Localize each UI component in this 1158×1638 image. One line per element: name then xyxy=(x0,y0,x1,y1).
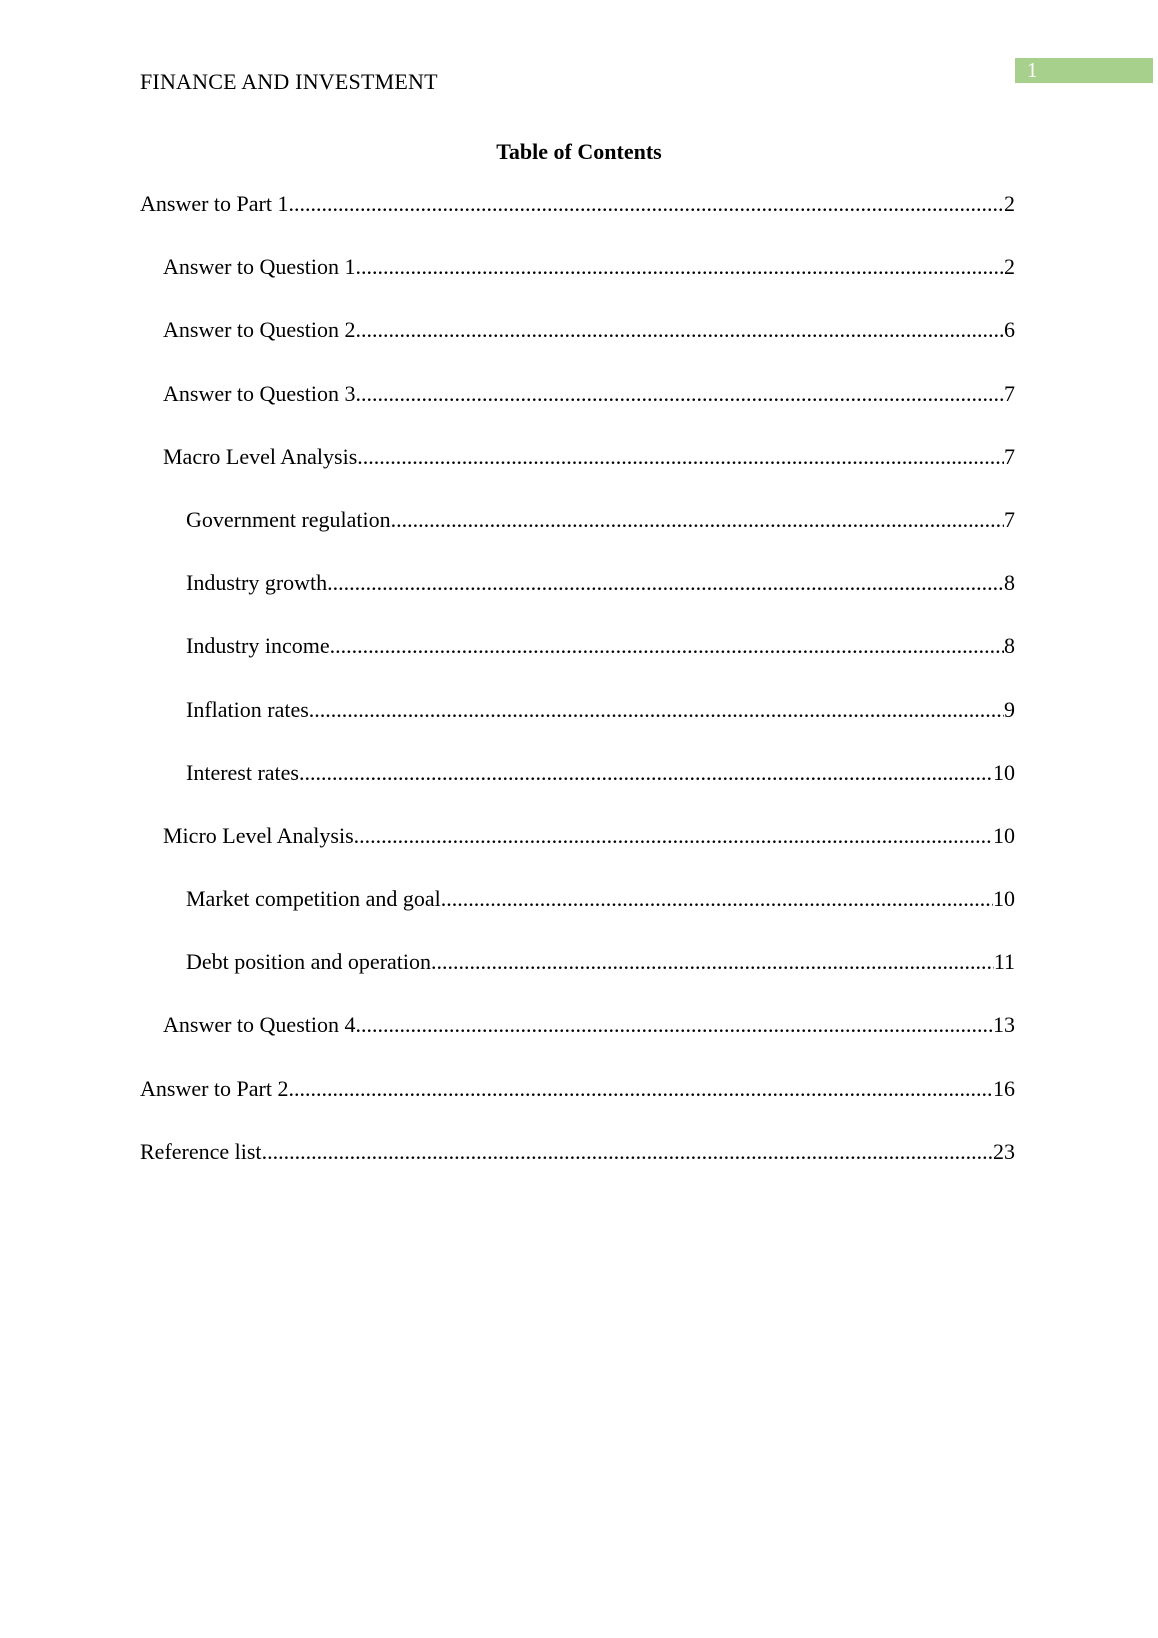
toc-entry-page: 9 xyxy=(1004,696,1015,722)
toc-entry-answer-part-1[interactable] xyxy=(140,190,1015,253)
toc-dot-leader xyxy=(327,569,1004,597)
toc-entry-page: 7 xyxy=(1004,443,1015,469)
toc-entry-page: 2 xyxy=(1004,254,1015,280)
toc-dot-leader xyxy=(355,253,1004,281)
toc-entry-page: 2 xyxy=(1004,191,1015,216)
toc-dot-leader xyxy=(357,443,1004,471)
toc-entry-page: 6 xyxy=(1004,317,1015,343)
toc-dot-leader xyxy=(288,190,1004,218)
toc-entry-label: Answer to Question 1 xyxy=(163,254,356,280)
toc-entry-government-regulation[interactable] xyxy=(140,506,1015,569)
toc-entry-label: Interest rates xyxy=(186,759,299,785)
toc-dot-leader xyxy=(354,822,993,850)
toc-entry-answer-question-2[interactable] xyxy=(140,316,1015,379)
toc-entry-label: Answer to Question 2 xyxy=(163,317,356,343)
toc-dot-leader xyxy=(355,1011,993,1039)
toc-entry-label: Government regulation xyxy=(186,506,391,532)
toc-dot-leader xyxy=(330,632,1004,660)
toc-entry-micro-level-analysis[interactable] xyxy=(140,822,1015,885)
toc-entry-label: Answer to Part 2 xyxy=(140,1075,289,1101)
toc-dot-leader xyxy=(355,380,1004,408)
toc-entry-industry-growth[interactable] xyxy=(140,569,1015,632)
toc-entry-page: 7 xyxy=(1004,380,1015,406)
toc-entry-industry-income[interactable] xyxy=(140,632,1015,695)
toc-entry-label: Macro Level Analysis xyxy=(163,443,358,469)
toc-dot-leader xyxy=(391,506,1004,534)
toc-entry-label: Market competition and goal xyxy=(186,886,441,912)
toc-title: Table of Contents xyxy=(496,139,662,164)
table-of-contents xyxy=(140,190,1015,1201)
toc-entry-answer-part-2[interactable] xyxy=(140,1075,1015,1138)
toc-dot-leader xyxy=(288,1075,993,1103)
toc-entry-reference-list[interactable] xyxy=(140,1138,1015,1201)
page-number: 1 xyxy=(1027,58,1038,82)
toc-entry-page: 8 xyxy=(1004,570,1015,596)
toc-entry-label: Industry income xyxy=(186,633,330,659)
toc-entry-page: 10 xyxy=(993,759,1015,785)
toc-entry-label: Industry growth xyxy=(186,570,328,596)
toc-entry-macro-level-analysis[interactable] xyxy=(140,443,1015,506)
toc-dot-leader xyxy=(299,759,993,787)
toc-entry-label: Reference list xyxy=(140,1138,262,1164)
toc-dot-leader xyxy=(431,948,994,976)
toc-entry-page: 23 xyxy=(993,1138,1015,1164)
toc-entry-market-competition[interactable] xyxy=(140,885,1015,948)
toc-entry-page: 11 xyxy=(993,949,1015,975)
toc-entry-page: 10 xyxy=(993,886,1015,912)
toc-entry-label: Answer to Part 1 xyxy=(140,191,289,216)
toc-entry-label: Inflation rates xyxy=(186,696,309,722)
toc-dot-leader xyxy=(355,316,1004,344)
toc-entry-answer-question-3[interactable] xyxy=(140,380,1015,443)
toc-dot-leader xyxy=(441,885,993,913)
toc-entry-label: Micro Level Analysis xyxy=(163,822,354,848)
toc-dot-leader xyxy=(262,1138,993,1166)
toc-entry-label: Answer to Question 3 xyxy=(163,380,356,406)
toc-dot-leader xyxy=(309,696,1004,724)
toc-entry-page: 10 xyxy=(993,822,1015,848)
page-number-badge xyxy=(1015,58,1153,83)
toc-entry-debt-position[interactable] xyxy=(140,948,1015,1011)
toc-entry-page: 13 xyxy=(993,1012,1015,1038)
running-head: FINANCE AND INVESTMENT xyxy=(140,69,438,94)
toc-entry-interest-rates[interactable] xyxy=(140,759,1015,822)
toc-entry-label: Debt position and operation xyxy=(186,949,432,975)
toc-entry-inflation-rates[interactable] xyxy=(140,696,1015,759)
toc-entry-page: 16 xyxy=(993,1075,1015,1101)
toc-entry-page: 7 xyxy=(1004,506,1015,532)
toc-entry-answer-question-1[interactable] xyxy=(140,253,1015,316)
toc-entry-answer-question-4[interactable] xyxy=(140,1011,1015,1074)
toc-entry-label: Answer to Question 4 xyxy=(163,1012,356,1038)
toc-entry-page: 8 xyxy=(1004,633,1015,659)
